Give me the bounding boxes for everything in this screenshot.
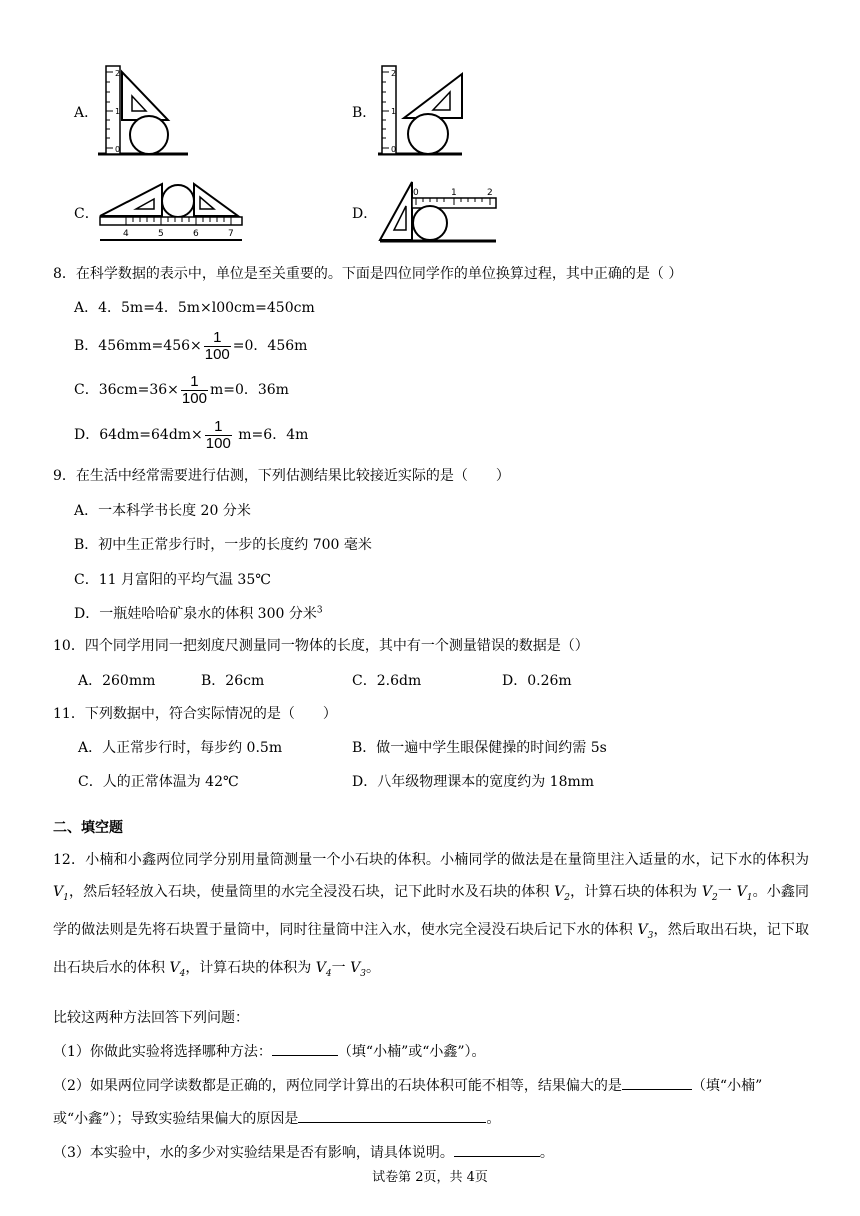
q9-stem: 9．在生活中经常需要进行估测，下列估测结果比较接近实际的是（ ） (53, 468, 510, 484)
q9-option-c: C．11 月富阳的平均气温 35℃ (74, 572, 271, 588)
figure-a (96, 62, 191, 158)
ruler-label: 0 (413, 188, 419, 198)
q10-option-a: A．260mm (78, 673, 156, 689)
section-heading: 二、填空题 (53, 820, 123, 836)
q8-option-a: A．4．5m=4．5m×l00cm=450cm (74, 300, 315, 316)
q8-option-d: D．64dm=64dm× $\frac{1}{100}$ m=6．4m (74, 417, 309, 452)
figure-c (96, 174, 246, 244)
q11-option-c: C．人的正常体温为 42℃ (78, 774, 239, 790)
q12-stem: 12．小楠和小鑫两位同学分别用量筒测量一个小石块的体积。小楠同学的做法是在量筒里注入适量的水，记下水的体积为 $V_1$，然后轻轻放入石块，使量筒里的水完全浸没石块，记下此时水及石块的体积 $V_2$，计算石块的体积为 $V_2$一 $V_1$。小鑫同学的做法则是先将石块置于量筒中，同时往量筒中注入水，使水完全浸没石块后记下水的体积 $V_3$，然后取出石块，记下取出石块后水的体积 $V_4$，计算石块的体积为 $V_4$一 $V_3$。 (53, 852, 810, 979)
option-c-label: C． (74, 206, 99, 222)
ruler-label: 2 (391, 69, 397, 78)
q9-option-a: A．一本科学书长度 20 分米 (74, 503, 251, 519)
ruler-label: 4 (123, 229, 129, 239)
answer-blank[interactable] (272, 1041, 338, 1056)
ruler-label: 1 (451, 188, 457, 198)
q12-sub2: （2）如果两位同学读数都是正确的，两位同学计算出的石块体积可能不相等，结果偏大的是 （填“小楠” (53, 1075, 762, 1095)
page-footer: 试卷第 2页，共 4页 (372, 1170, 488, 1185)
fraction: $\frac{1}{100}$ (204, 328, 230, 363)
option-a-label: A． (74, 105, 99, 121)
option-d-label: D． (352, 206, 378, 222)
q8-stem: 8．在科学数据的表示中，单位是至关重要的。下面是四位同学作的单位换算过程，其中正确的是（ ） (53, 266, 683, 282)
ruler-label: 0 (115, 145, 121, 154)
q12-sub3: （3）本实验中，水的多少对实验结果是否有影响，请具体说明。 。 (53, 1142, 554, 1162)
ruler-label: 2 (115, 69, 121, 78)
q11-option-a: A．人正常步行时，每步约 0.5m (78, 740, 283, 756)
figure-d (378, 180, 498, 244)
figure-b (376, 62, 466, 158)
q11-option-b: B．做一遍中学生眼保健操的时间约需 5s (352, 740, 607, 756)
answer-blank[interactable] (454, 1142, 540, 1157)
q12-compare: 比较这两种方法回答下列问题： (53, 1010, 249, 1026)
ruler-label: 7 (228, 229, 234, 239)
answer-blank[interactable] (622, 1075, 692, 1090)
q9-option-d: D．一瓶娃哈哈矿泉水的体积 300 分米$^3$ (74, 605, 323, 622)
fraction: $\frac{1}{100}$ (181, 372, 207, 407)
q12-sub1: （1）你做此实验将选择哪种方法： （填“小楠”或“小鑫”）。 (53, 1041, 486, 1061)
q8-option-b: B．456mm=456× $\frac{1}{100}$ =0．456m (74, 328, 308, 363)
option-b-label: B． (352, 105, 377, 121)
q11-option-d: D．八年级物理课本的宽度约为 18mm (352, 774, 595, 790)
q10-option-d: D．0.26m (502, 673, 572, 689)
answer-blank[interactable] (298, 1108, 486, 1123)
q10-option-b: B．26cm (201, 673, 265, 689)
ruler-label: 0 (391, 145, 397, 154)
q10-stem: 10．四个同学用同一把刻度尺测量同一物体的长度，其中有一个测量错误的数据是（） (53, 638, 589, 654)
fraction: $\frac{1}{100}$ (205, 417, 231, 452)
ruler-label: 1 (115, 107, 121, 116)
q11-stem: 11．下列数据中，符合实际情况的是（ ） (53, 706, 337, 722)
ruler-label: 5 (158, 229, 164, 239)
q10-option-c: C．2.6dm (352, 673, 422, 689)
q8-option-c: C．36cm=36× $\frac{1}{100}$ m=0．36m (74, 372, 289, 407)
ruler-label: 6 (193, 229, 199, 239)
ruler-label: 2 (487, 188, 493, 198)
q9-option-b: B．初中生正常步行时，一步的长度约 700 毫米 (74, 537, 372, 553)
q12-sub2-cont: 或“小鑫”）；导致实验结果偏大的原因是 。 (53, 1108, 500, 1128)
ruler-label: 1 (391, 107, 397, 116)
